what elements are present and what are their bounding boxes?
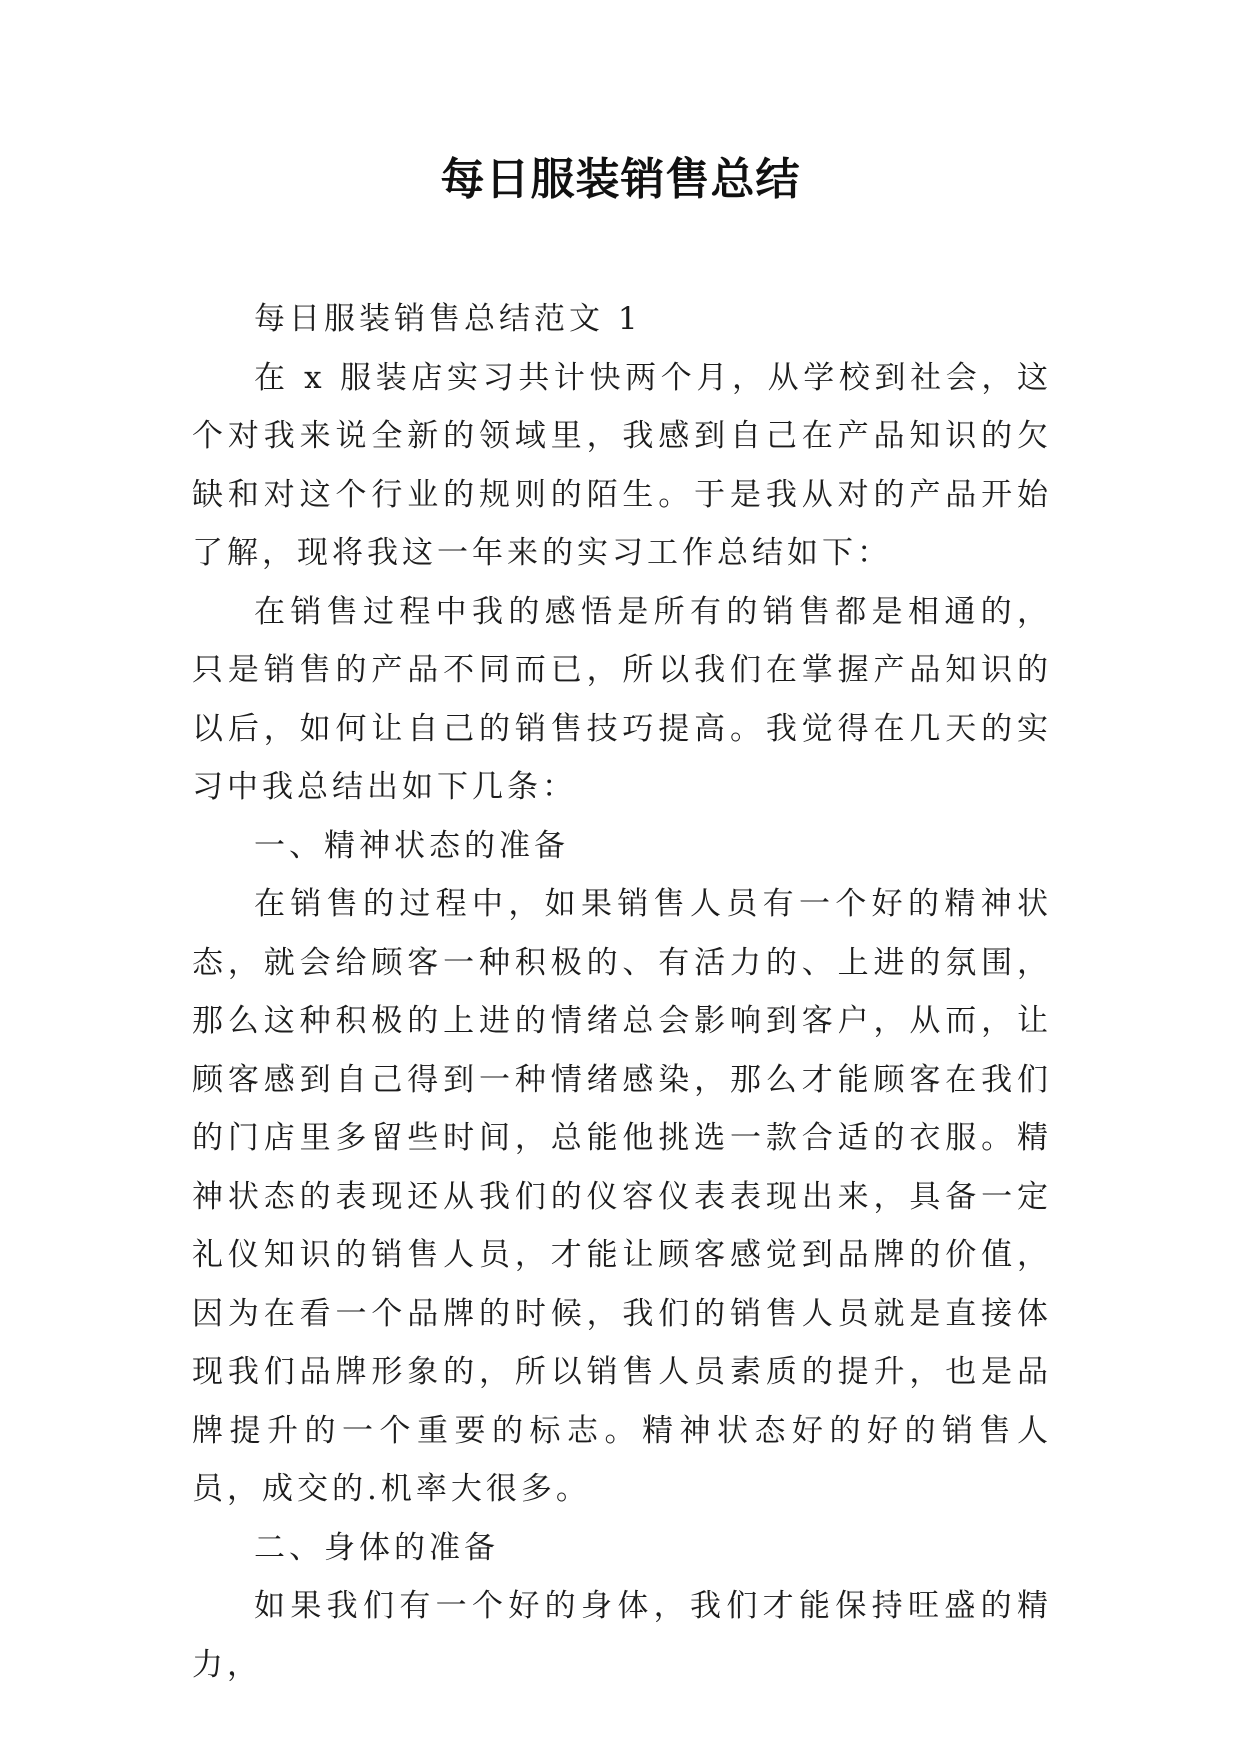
paragraph-heading-sample: 每日服装销售总结范文 1: [254, 301, 642, 337]
document-title: 每日服装销售总结: [440, 154, 801, 205]
paragraph-intro: 在 x 服装店实习共计快两个月，从学校到社会，这个对我来说全新的领域里，我感到自己在产品知识的欠缺和对这个行业的规则的陌生。于是我从对的产品开始了解，现将我这一年来的实习工作总结如下：: [192, 359, 1052, 571]
document-body: [192, 290, 1052, 1694]
paragraph-sales-insight: 在销售过程中我的感悟是所有的销售都是相通的，只是销售的产品不同而已，所以我们在掌握产品知识的以后，如何让自己的销售技巧提高。我觉得在几天的实习中我总结出如下几条：: [192, 593, 1052, 805]
section-heading-mental-state: 一、精神状态的准备: [254, 827, 569, 864]
paragraph-mental-state: 在销售的过程中，如果销售人员有一个好的精神状态，就会给顾客一种积极的、有活力的、上进的氛围，那么这种积极的上进的情绪总会影响到客户，从而，让顾客感到自己得到一种情绪感染，那么才能顾客在我们的门店里多留些时间，总能他挑选一款合适的衣服。精神状态的表现还从我们的仪容仪表表现出来，具备一定礼仪知识的销售人员，才能让顾客感觉到品牌的价值，因为在看一个品牌的时候，我们的销售人员就是直接体现我们品牌形象的，所以销售人员素质的提升，也是品牌提升的一个重要的标志。精神状态好的好的销售人员，成交的.机率大很多。: [192, 886, 1052, 1507]
section-heading-physical: 二、身体的准备: [254, 1529, 499, 1566]
paragraph-physical: 如果我们有一个好的身体，我们才能保持旺盛的精力，: [192, 1588, 1052, 1683]
